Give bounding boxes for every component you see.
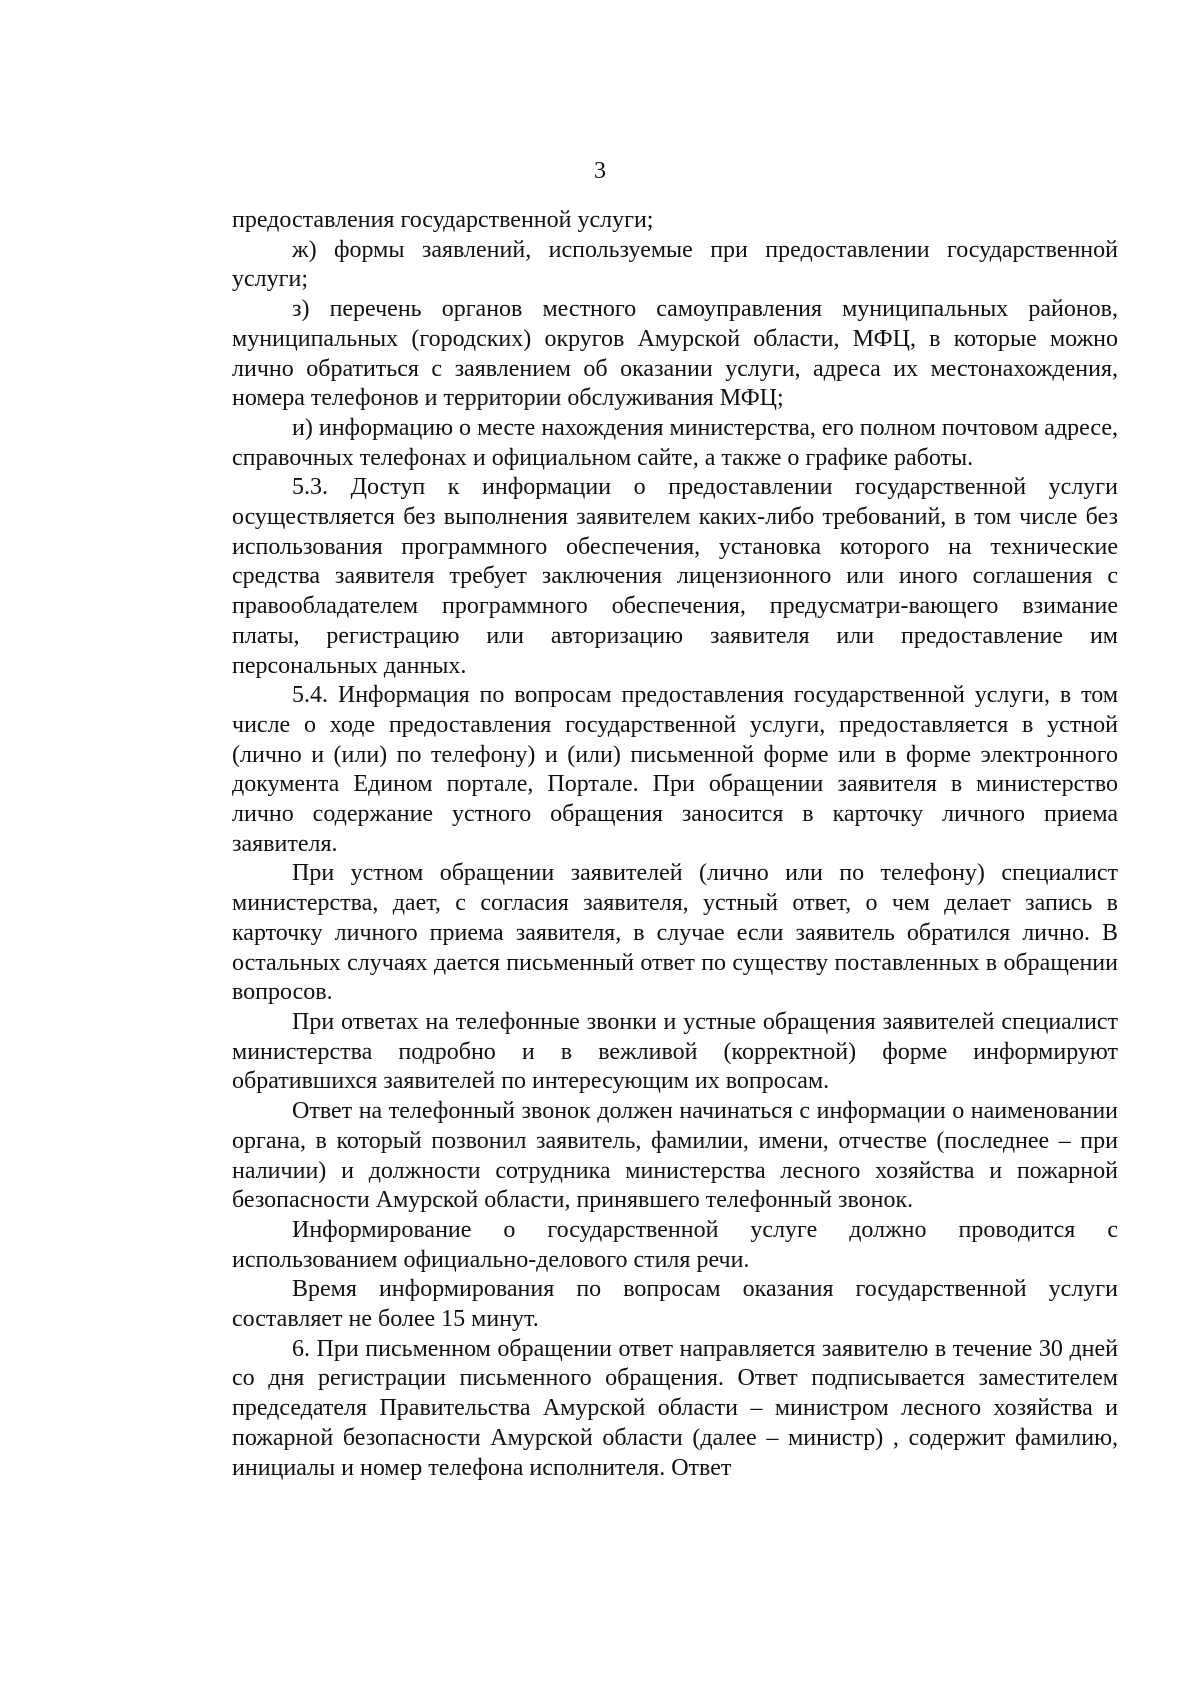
paragraph-phone-answers: При ответах на телефонные звонки и устные обращения заявителей специалист министерства подробно и в вежливой (корректной) форме информируют обратившихся заявителей по интересующим их вопросам. xyxy=(232,1008,1118,1095)
paragraph-informing-time: Время информирования по вопросам оказания государственной услуги составляет не более 15 минут. xyxy=(232,1276,1118,1333)
page-number: 3 xyxy=(594,158,606,184)
document-body xyxy=(232,206,1118,1483)
paragraph-call-greeting: Ответ на телефонный звонок должен начинаться с информации о наименовании органа, в который позвонил заявитель, фамилии, имени, отчестве (последнее – при наличии) и должности сотрудника министерства лесного хозяйства и пожарной безопасности Амурской области, принявшего телефонный звонок. xyxy=(232,1098,1118,1214)
paragraph-item-i: и) информацию о месте нахождения министерства, его полном почтовом адресе, справочных телефонах и официальном сайте, а также о графике работы. xyxy=(232,414,1118,471)
paragraph-section-5-4: 5.4. Информация по вопросам предоставления государственной услуги, в том числе о ходе предоставления государственной услуги, предоставляется в устной (лично и (или) по телефону) и (или) письменной форме или в форме электронного документа Едином портале, Портале. При обращении заявителя в министерство лично содержание устного обращения заносится в карточку личного приема заявителя. xyxy=(232,682,1118,857)
paragraph-section-5-3: 5.3. Доступ к информации о предоставлении государственной услуги осуществляется без выполнения заявителем каких-либо требований, в том числе без использования программного обеспечения, установка которого на технические средства заявителя требует заключения лицензионного или иного соглашения с правообладателем программного обеспечения, предусматри-вающего взимание платы, регистрацию или авторизацию заявителя или предоставление им персональных данных. xyxy=(232,474,1118,679)
paragraph-continuation: предоставления государственной услуги; xyxy=(232,207,654,233)
paragraph-item-zh: ж) формы заявлений, используемые при предоставлении государственной услуги; xyxy=(232,236,1118,293)
paragraph-section-6: 6. При письменном обращении ответ направляется заявителю в течение 30 дней со дня регистрации письменного обращения. Ответ подписывается заместителем председателя Правительства Амурской области – министром лесного хозяйства и пожарной безопасности Амурской области (далее – министр) , содержит фамилию, инициалы и номер телефона исполнителя. Ответ xyxy=(232,1335,1118,1481)
paragraph-item-z: з) перечень органов местного самоуправления муниципальных районов, муниципальных (городских) округов Амурской области, МФЦ, в которые можно лично обратиться с заявлением об оказании услуги, адреса их местонахождения, номера телефонов и территории обслуживания МФЦ; xyxy=(232,296,1118,412)
paragraph-oral-appeal: При устном обращении заявителей (лично или по телефону) специалист министерства, дает, с согласия заявителя, устный ответ, о чем делает запись в карточку личного приема заявителя, в случае если заявитель обратился лично. В остальных случаях дается письменный ответ по существу поставленных в обращении вопросов. xyxy=(232,860,1118,1006)
paragraph-informing-style: Информирование о государственной услуге должно проводится с использованием официально-делового стиля речи. xyxy=(232,1216,1118,1273)
